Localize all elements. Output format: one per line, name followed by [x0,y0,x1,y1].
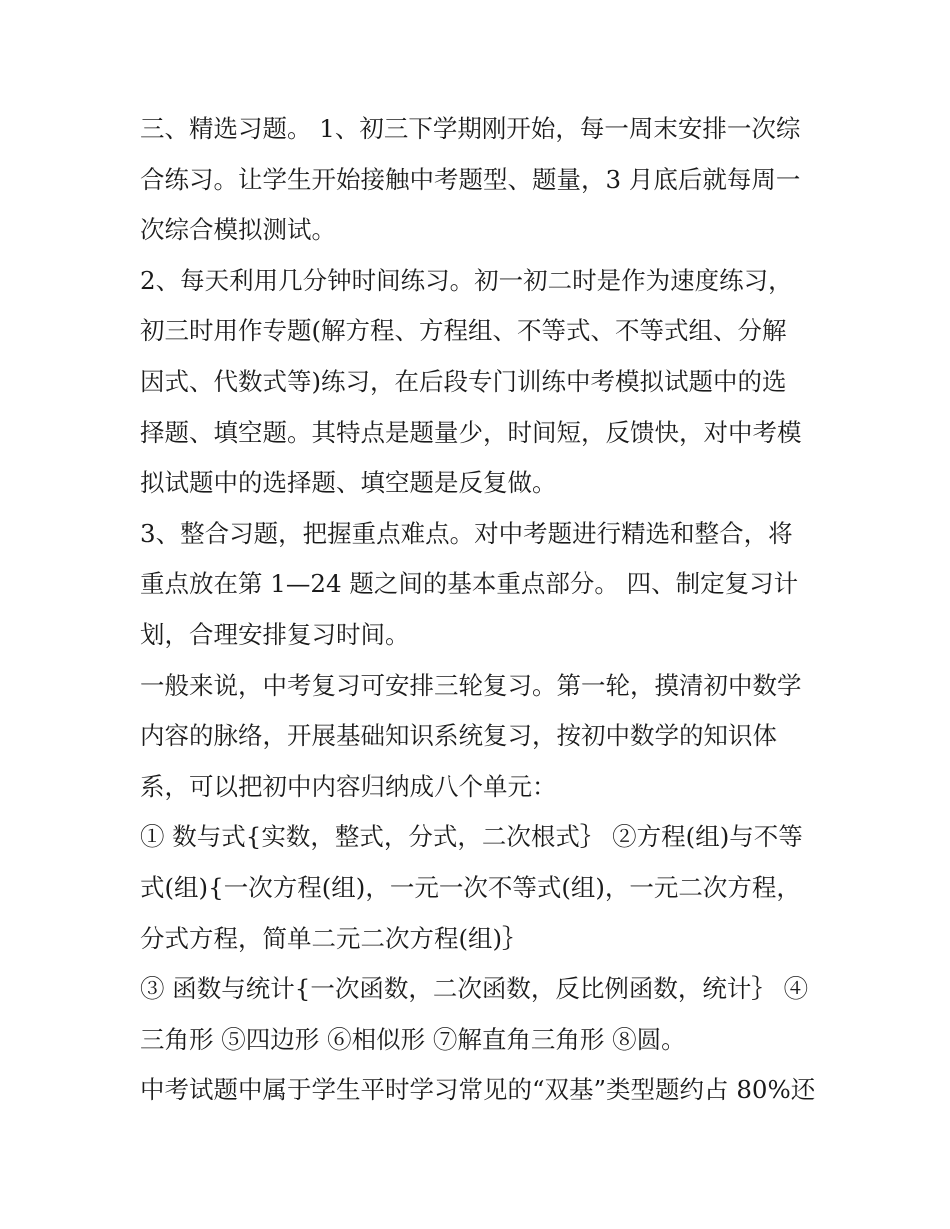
text-line: 系，可以把初中内容归纳成八个单元： [140,771,557,801]
text-line: 三、精选习题。 1、初三下学期刚开始，每一周末安排一次综 [140,114,801,143]
paragraph-units-3-8 [140,964,815,1065]
text-line: 初三时用作专题(解方程、方程组、不等式、不等式组、分解 [140,316,787,346]
text-line: ① 数与式{实数，整式，分式，二次根式｝ ②方程(组)与不等 [140,822,803,852]
text-line: 因式、代数式等)练习，在后段专门训练中考模拟试题中的选 [140,366,787,396]
text-line: 式(组){一次方程(组)，一元一次不等式(组)，一元二次方程， [140,872,801,902]
paragraph-review-rounds [140,661,815,813]
text-line: 合练习。让学生开始接触中考题型、题量，3 月底后就每周一 [140,164,801,194]
text-line: 分式方程，简单二元二次方程(组)｝ [140,923,527,953]
document-body [140,104,815,1116]
text-line: 重点放在第 1—24 题之间的基本重点部分。 四、制定复习计 [140,569,799,599]
text-line: 内容的脉络，开展基础知识系统复习，按初中数学的知识体 [140,721,777,751]
text-line: 三角形 ⑤四边形 ⑥相似形 ⑦解直角三角形 ⑧圆。 [140,1024,686,1054]
paragraph-units-1-2 [140,812,815,964]
paragraph-integrate-exercises [140,509,815,661]
text-line: 一般来说，中考复习可安排三轮复习。第一轮，摸清初中数学 [140,670,802,700]
paragraph-daily-practice [140,256,815,509]
paragraph-exercise-selection [140,104,815,256]
text-line: 3、整合习题，把握重点难点。对中考题进行精选和整合，将 [140,518,793,548]
text-line: ③ 函数与统计{一次函数，二次函数，反比例函数，统计｝ ④ [140,974,809,1004]
text-line: 择题、填空题。其特点是题量少，时间短，反馈快，对中考模 [140,417,802,447]
text-line: 拟试题中的选择题、填空题是反复做。 [140,468,557,498]
text-line: 次综合模拟测试。 [140,215,336,245]
text-line: 2、每天利用几分钟时间练习。初一初二时是作为速度练习， [140,265,793,295]
paragraph-exam-basics [140,1065,815,1116]
text-line: 划，合理安排复习时间。 [140,619,410,649]
text-line: 中考试题中属于学生平时学习常见的“双基”类型题约占 80%还 [140,1075,816,1105]
